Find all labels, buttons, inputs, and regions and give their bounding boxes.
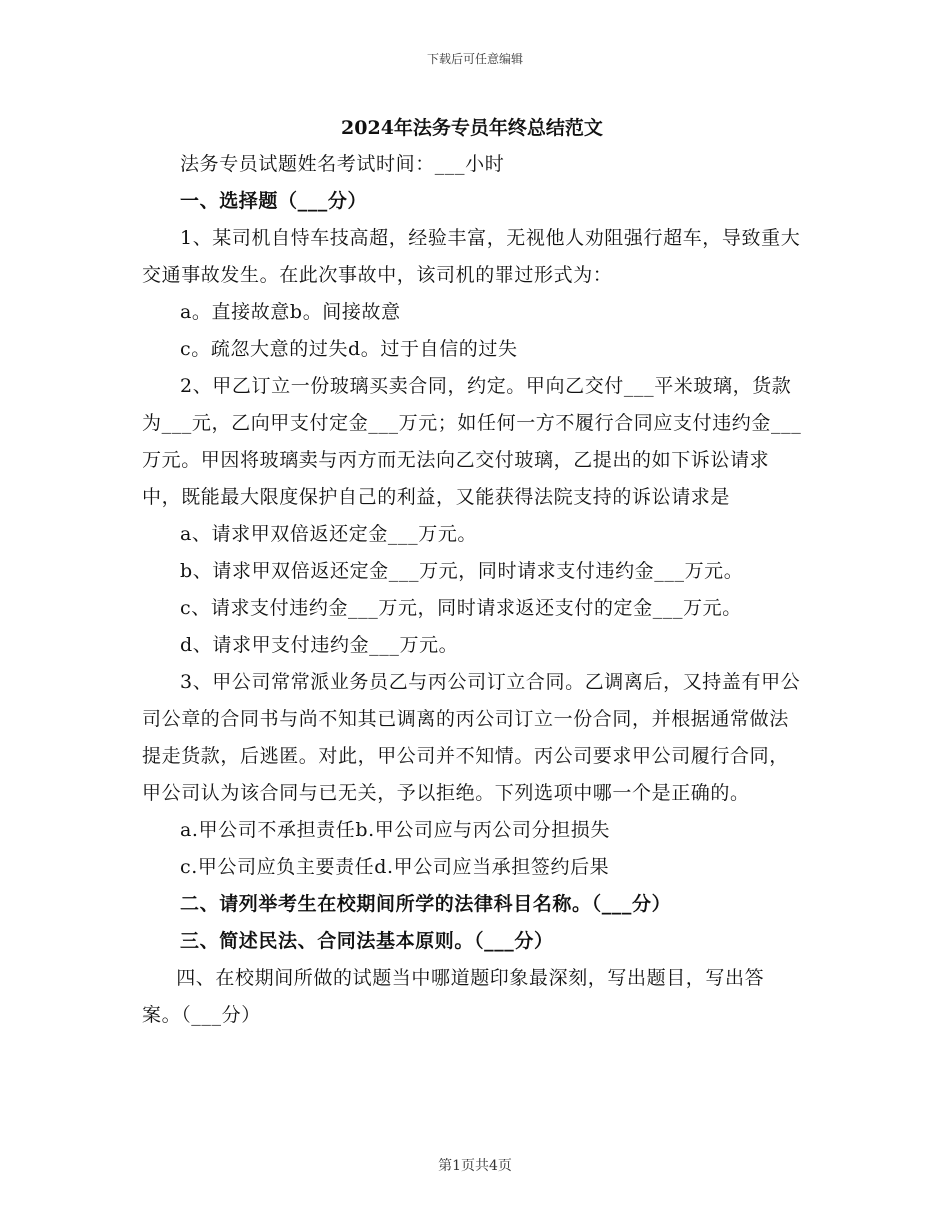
section-heading-choice: 一、选择题（___分） (180, 190, 368, 212)
question-3-options-cd: c.甲公司应负主要责任d.甲公司应当承担签约后果 (180, 856, 610, 878)
question-2: 2、甲乙订立一份玻璃买卖合同，约定。甲向乙交付___平米玻璃，货款为___元，乙向甲支付定金___万元；如任何一方不履行合同应支付违约金___万元。甲因将玻璃卖与丙方而无法向乙交付玻璃，乙提出的如下诉讼请求中，既能最大限度保护自己的利益，又能获得法院支持的诉讼请求是 (142, 375, 802, 508)
document-title: 2024年法务专员年终总结范文 (341, 117, 603, 139)
question-2-option-c: c、请求支付违约金___万元，同时请求返还支付的定金___万元。 (180, 597, 742, 619)
question-1: 1、某司机自恃车技高超，经验丰富，无视他人劝阻强行超车，导致重大交通事故发生。在此次事故中，该司机的罪过形式为： (142, 227, 801, 286)
section-four: 四、在校期间所做的试题当中哪道题印象最深刻，写出题目，写出答案。（___分） (142, 967, 765, 1026)
document-body (142, 110, 802, 1034)
page-header: 下载后可任意编辑 (426, 52, 523, 66)
question-3: 3、甲公司常常派业务员乙与丙公司订立合同。乙调离后，又持盖有甲公司公章的合同书与尚不知其已调离的丙公司订立一份合同，并根据通常做法提走货款，后逃匿。对此，甲公司并不知情。丙公司要求甲公司履行合同，甲公司认为该合同与已无关，予以拒绝。下列选项中哪一个是正确的。 (142, 671, 801, 804)
question-2-option-d: d、请求甲支付违约金___万元。 (180, 634, 459, 656)
question-2-option-a: a、请求甲双倍返还定金___万元。 (180, 523, 478, 545)
section-heading-principles: 三、简述民法、合同法基本原则。（___分） (180, 930, 554, 952)
page-footer: 第1页共4页 (438, 1158, 512, 1174)
question-3-options-ab: a.甲公司不承担责任b.甲公司应与丙公司分担损失 (180, 819, 610, 841)
question-1-options-ab: a。直接故意b。间接故意 (180, 301, 401, 323)
exam-info-line: 法务专员试题姓名考试时间：___小时 (180, 153, 505, 175)
section-heading-subjects: 二、请列举考生在校期间所学的法律科目名称。（___分） (180, 893, 672, 915)
question-2-option-b: b、请求甲双倍返还定金___万元，同时请求支付违约金___万元。 (180, 560, 744, 582)
question-1-options-cd: c。疏忽大意的过失d。过于自信的过失 (180, 338, 518, 360)
